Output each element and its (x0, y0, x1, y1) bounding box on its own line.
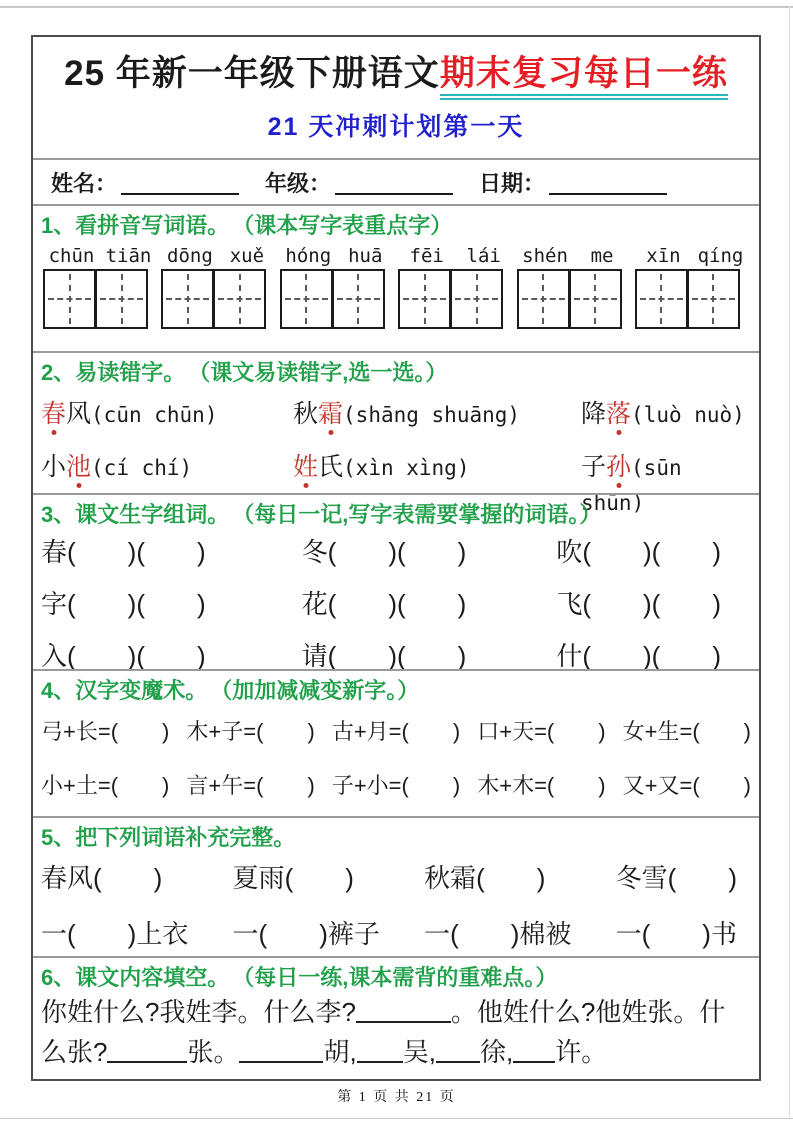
section-3-word-building (33, 493, 759, 669)
writing-box-pair (280, 269, 394, 329)
pinyin-syllable: me (590, 245, 614, 267)
blank-parens: ( )( ) (582, 641, 721, 671)
blank-parens: ( ) (476, 863, 546, 893)
text-segment: 么张? (41, 1037, 108, 1067)
blank-parens: ( ) (93, 863, 163, 893)
plain-char: 子 (581, 453, 607, 481)
section-5-heading (41, 824, 751, 852)
word-with-red-char (293, 453, 343, 481)
student-info-row (33, 158, 759, 204)
equation-item (477, 717, 605, 747)
blank-parens: ( )( ) (67, 641, 206, 671)
equation-row (41, 717, 751, 747)
blank-parens: ( )( ) (327, 537, 467, 567)
section-1-pinyin-writing (33, 204, 759, 351)
red-char: 霜 (318, 400, 344, 428)
base-char: 请 (301, 641, 328, 671)
equation-item (623, 771, 751, 801)
base-char: 春 (41, 537, 68, 567)
name-label: 姓名： (51, 170, 118, 196)
pinyin-syllables (161, 244, 275, 268)
word: 冬雪 (615, 863, 668, 893)
word-with-red-char (41, 453, 91, 481)
section-4-heading (41, 677, 751, 705)
text-segment: 张。 (187, 1037, 240, 1067)
pinyin-word-unit (517, 244, 631, 329)
equation-blank: =( ) (97, 719, 170, 744)
section-5-complete-words (33, 816, 759, 956)
red-char: 春 (41, 400, 67, 428)
pinyin-word-unit (398, 244, 512, 329)
equation-blank: =( ) (243, 773, 315, 798)
worksheet-subtitle: 21 天冲刺计划第一天 (267, 113, 525, 141)
measure-word-item (424, 918, 571, 950)
pinyin-options: (sūn shūn) (581, 456, 682, 515)
pinyin-word-unit (43, 244, 157, 329)
pinyin-syllable: hóng (285, 245, 332, 267)
title-black-part: 25 年新一年级下册语文 (64, 54, 440, 93)
plain-char: 降 (581, 400, 607, 428)
writing-box (95, 269, 148, 329)
writing-box-pair (517, 269, 631, 329)
misread-char-item (293, 397, 581, 432)
blank-parens: ( )( ) (582, 589, 721, 619)
equation-blank: =( ) (679, 773, 751, 798)
blank-parens: ( )( ) (327, 589, 467, 619)
writing-box (280, 269, 333, 329)
red-char: 落 (606, 400, 632, 428)
section-1-heading (41, 212, 751, 240)
word-building-item (278, 537, 515, 567)
pinyin-options: (shāng shuāng) (343, 403, 521, 427)
section-3-heading (41, 501, 751, 529)
pinyin-syllable: tiān (105, 245, 152, 267)
measure-prefix: 一( ) (424, 919, 520, 949)
pinyin-options: (cūn chūn) (91, 403, 218, 427)
fill-in-line (41, 1032, 751, 1072)
pinyin-syllables (280, 244, 394, 268)
section-4-note: （加加减减变新字。） (221, 678, 420, 703)
grade-blank (335, 169, 453, 195)
title-block (33, 37, 759, 158)
complete-word-item (424, 862, 545, 894)
measure-prefix: 一( ) (41, 919, 137, 949)
pinyin-options: (luò nuò) (631, 403, 745, 427)
pinyin-syllable: xīn (646, 245, 681, 267)
word: 夏雨 (232, 863, 285, 893)
section-3-note: （每日一记,写字表需要掌握的词语。） (243, 502, 602, 527)
word-building-item (41, 589, 278, 619)
plain-char: 氏 (318, 453, 344, 481)
equation-blank: =( ) (97, 773, 170, 798)
measure-prefix: 一( ) (615, 919, 711, 949)
writing-box (450, 269, 503, 329)
word-with-red-char (581, 400, 631, 428)
text-segment: 许。 (555, 1037, 608, 1067)
fill-blank (239, 1041, 323, 1063)
equation-rows (41, 717, 751, 801)
writing-box (569, 269, 622, 329)
pinyin-word-unit (161, 244, 275, 329)
measure-word-item (233, 918, 380, 950)
text-segment: 。他姓什么?他姓张。什 (450, 997, 726, 1027)
equation-item (186, 717, 314, 747)
blank-parens: ( )( ) (327, 641, 467, 671)
complete-word-item (233, 862, 354, 894)
equation-blank: =( ) (534, 719, 606, 744)
fill-blank (436, 1041, 480, 1063)
writing-box (687, 269, 740, 329)
title-highlight: 期末复习每日一练 (440, 54, 728, 100)
writing-box (398, 269, 451, 329)
base-char: 什 (556, 641, 583, 671)
worksheet-sheet (31, 35, 761, 1081)
writing-box (517, 269, 570, 329)
section-2-note: （课文易读错字,选一选。） (199, 360, 448, 385)
pinyin-syllables (635, 244, 749, 268)
section-6-text-fill (33, 956, 759, 1081)
word-building-grid (41, 537, 751, 671)
base-char: 冬 (301, 537, 328, 567)
date-blank (549, 169, 667, 195)
blank-parens: ( ) (284, 863, 354, 893)
equation-item (186, 771, 314, 801)
equation-lhs: 口+天 (477, 719, 535, 744)
section-2-title: 2、易读错字。 (41, 360, 186, 385)
equation-lhs: 子+小 (331, 773, 389, 798)
pinyin-syllable: dōng (167, 245, 213, 267)
misread-char-item (581, 397, 751, 432)
plain-char: 风 (66, 400, 92, 428)
blank-parens: ( )( ) (582, 537, 721, 567)
pinyin-syllable: fēi (409, 245, 444, 267)
equation-blank: =( ) (243, 719, 315, 744)
word-building-item (278, 641, 515, 671)
complete-words-row-2 (41, 918, 751, 950)
word: 春风 (41, 863, 94, 893)
pinyin-options: (cí chí) (91, 456, 193, 480)
pinyin-syllable: chūn (48, 245, 95, 267)
pinyin-options: (xìn xìng) (343, 456, 470, 480)
date-label: 日期： (479, 170, 546, 196)
word-building-item (41, 537, 278, 567)
section-6-title: 6、课文内容填空。 (41, 965, 230, 990)
text-segment: 徐, (479, 1037, 514, 1067)
text-segment: 吴, (402, 1037, 436, 1067)
measure-word-item (616, 918, 737, 950)
equation-lhs: 木+子 (186, 719, 244, 744)
equation-lhs: 小+土 (41, 773, 98, 798)
misread-char-item (41, 397, 293, 432)
equation-blank: =( ) (679, 719, 751, 744)
plain-char: 小 (41, 453, 67, 481)
pinyin-syllable: xuě (229, 245, 265, 267)
blank-parens: ( ) (667, 863, 737, 893)
word-building-item (278, 589, 515, 619)
base-char: 飞 (556, 589, 583, 619)
writing-box-pair (398, 269, 512, 329)
equation-blank: =( ) (388, 719, 461, 744)
section-4-title: 4、汉字变魔术。 (41, 678, 208, 703)
complete-word-item (616, 862, 737, 894)
pinyin-syllable: lái (466, 245, 501, 267)
equation-item (477, 771, 605, 801)
writing-box-pair (635, 269, 749, 329)
red-char: 孙 (606, 453, 632, 481)
red-char: 池 (66, 453, 92, 481)
section-1-title: 1、看拼音写词语。 (41, 213, 230, 238)
fill-in-text (41, 992, 751, 1072)
writing-box (635, 269, 688, 329)
scan-artifact-top (0, 6, 793, 8)
equation-lhs: 古+月 (331, 719, 389, 744)
fill-blank (357, 1041, 403, 1063)
word: 裤子 (327, 919, 380, 949)
pinyin-syllable: qíng (697, 245, 744, 267)
equation-item (332, 771, 460, 801)
measure-prefix: 一( ) (232, 919, 328, 949)
red-char: 姓 (293, 453, 319, 481)
word-building-item (514, 641, 751, 671)
text-segment: 你姓什么?我姓李。什么李? (41, 997, 356, 1027)
writing-box (332, 269, 385, 329)
pinyin-word-unit (635, 244, 749, 329)
word: 秋霜 (424, 863, 477, 893)
equation-lhs: 木+木 (477, 773, 535, 798)
fill-blank (513, 1041, 555, 1063)
word-with-red-char (293, 400, 343, 428)
section-1-note: （课本写字表重点字） (243, 213, 453, 238)
pinyin-syllable: shén (522, 245, 568, 267)
equation-lhs: 又+又 (622, 773, 680, 798)
word: 上衣 (136, 919, 189, 949)
scan-artifact-right (789, 6, 790, 1117)
word: 书 (710, 919, 737, 949)
plain-char: 秋 (293, 400, 319, 428)
blank-parens: ( )( ) (67, 589, 206, 619)
writing-box (213, 269, 266, 329)
word-building-item (514, 537, 751, 567)
word-building-item (41, 641, 278, 671)
base-char: 吹 (556, 537, 583, 567)
pinyin-word-list (41, 244, 751, 329)
base-char: 字 (41, 589, 68, 619)
word-with-red-char (581, 453, 631, 481)
equation-lhs: 言+午 (186, 773, 244, 798)
writing-box-pair (161, 269, 275, 329)
word-building-item (514, 589, 751, 619)
equation-item (623, 717, 751, 747)
section-6-note: （每日一练,课本需背的重难点。） (243, 965, 558, 990)
base-char: 入 (41, 641, 68, 671)
equation-item (41, 771, 169, 801)
fill-blank (356, 1001, 451, 1023)
blank-parens: ( )( ) (67, 537, 206, 567)
section-3-title: 3、课文生字组词。 (41, 502, 230, 527)
section-2-heading (41, 359, 751, 387)
complete-words-row-1 (41, 862, 751, 894)
writing-box-pair (43, 269, 157, 329)
measure-word-item (41, 918, 188, 950)
equation-item (41, 717, 169, 747)
pinyin-word-unit (280, 244, 394, 329)
pinyin-syllables (398, 244, 512, 268)
equation-blank: =( ) (534, 773, 606, 798)
section-5-title: 5、把下列词语补充完整。 (41, 825, 296, 850)
pinyin-syllable: huā (348, 245, 383, 267)
equation-lhs: 弓+长 (41, 719, 98, 744)
grade-label: 年级： (265, 170, 332, 196)
equation-row (41, 771, 751, 801)
pinyin-syllables (43, 244, 157, 268)
fill-blank (107, 1041, 187, 1063)
text-segment: 胡, (323, 1037, 357, 1067)
section-4-char-magic (33, 669, 759, 816)
worksheet-title (33, 53, 759, 95)
base-char: 花 (301, 589, 328, 619)
writing-box (161, 269, 214, 329)
word-with-red-char (41, 400, 91, 428)
equation-blank: =( ) (388, 773, 461, 798)
equation-item (332, 717, 460, 747)
scan-artifact-bottom (0, 1118, 793, 1119)
section-6-heading (41, 964, 751, 992)
fill-in-line (41, 992, 751, 1032)
word: 棉被 (519, 919, 572, 949)
name-blank (121, 169, 239, 195)
pinyin-syllables (517, 244, 631, 268)
equation-lhs: 女+生 (622, 719, 680, 744)
complete-word-item (41, 862, 162, 894)
page-footer: 第 1 页 共 21 页 (337, 1090, 456, 1105)
writing-box (43, 269, 96, 329)
